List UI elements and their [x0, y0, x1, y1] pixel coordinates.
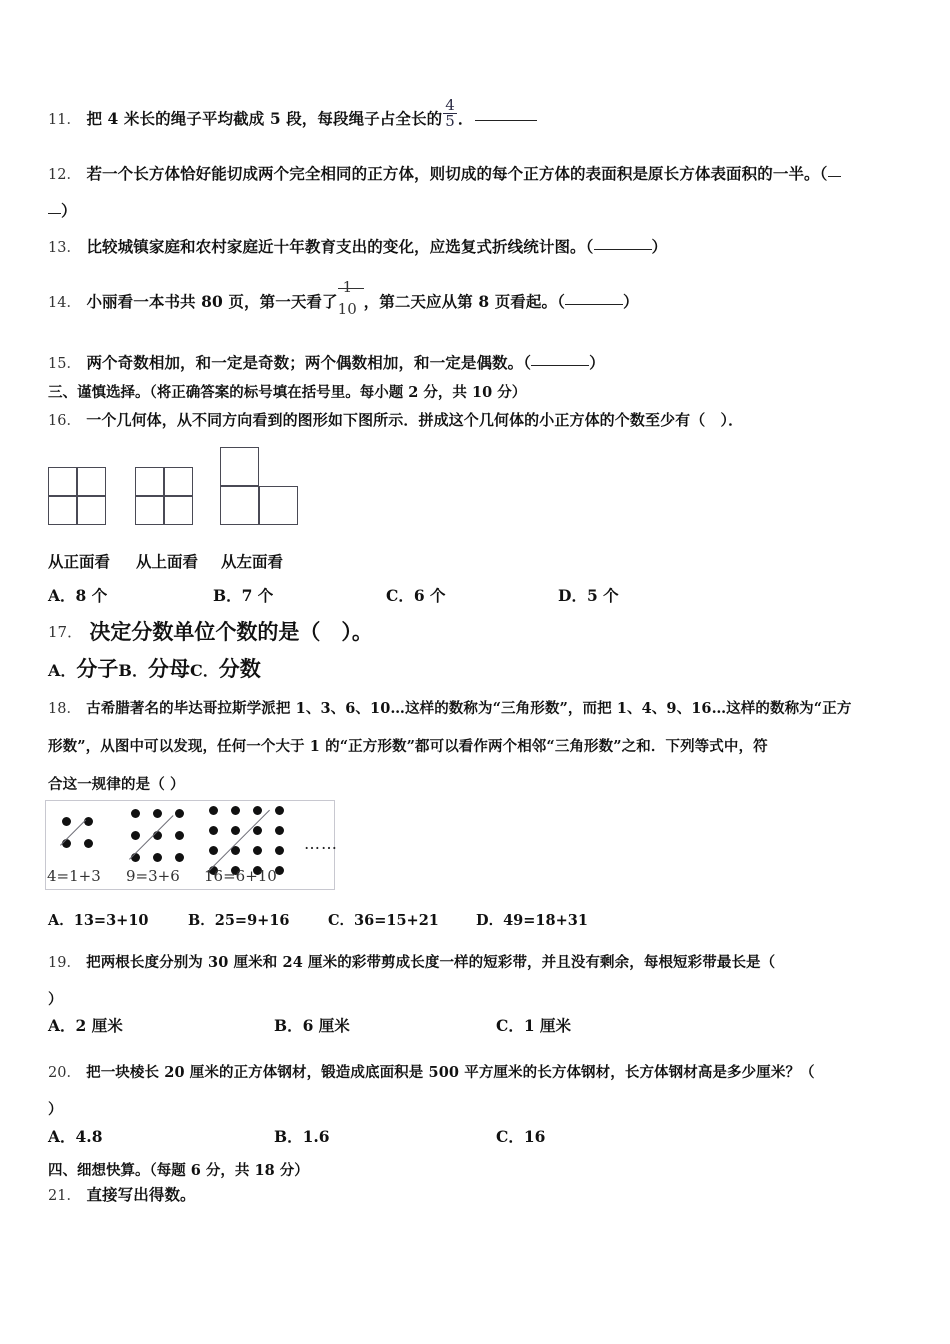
question-18-text-line1: 古希腊著名的毕达哥拉斯学派把 1、3、6、10…这样的数称为“三角形数”，而把 1、4、9、16…这样的数称为“正方 [86, 700, 852, 717]
dot [231, 826, 240, 835]
question-19-line1 [48, 944, 938, 982]
option-c[interactable] [190, 656, 261, 681]
question-11-text: 把 4 米长的绳子平均截成 5 段，每段绳子占全长的 [86, 109, 443, 128]
view-label-front: 从正面看 [48, 552, 111, 571]
option-a[interactable] [48, 656, 118, 681]
dot [175, 853, 184, 862]
option-c[interactable]: C．16 [496, 1127, 546, 1146]
question-14-number: 14． [48, 295, 81, 311]
option-a[interactable]: A．8 个 [48, 586, 108, 605]
front-view-figure [48, 467, 106, 525]
option-b[interactable]: B．6 厘米 [274, 1016, 350, 1035]
grid-cell [77, 496, 106, 525]
dot [253, 806, 262, 815]
dot [62, 817, 71, 826]
option-c-text: 分数 [218, 656, 261, 681]
grid-cell [48, 467, 77, 496]
question-16-number: 16． [48, 413, 81, 429]
option-a-letter: A． [48, 661, 77, 680]
question-16-text: 一个几何体，从不同方向看到的图形如下图所示．拼成这个几何体的小正方体的个数至少有（ ）． [86, 411, 744, 429]
question-20-options [48, 1125, 545, 1147]
diagonal-line [207, 810, 270, 873]
grid-cell [77, 467, 106, 496]
question-18-options [48, 909, 588, 930]
option-a[interactable]: A．4.8 [48, 1127, 103, 1146]
grid-cell [220, 486, 259, 525]
option-a[interactable]: A．2 厘米 [48, 1016, 123, 1035]
question-18-text-line2: 形数”，从图中可以发现，任何一个大于 1 的“正方形数”都可以看作两个相邻“三角形数”之和．下列等式中，符 [48, 738, 768, 755]
question-16-figures [0, 0, 950, 600]
question-12-line2: ） [61, 201, 77, 220]
view-label-left: 从左面看 [221, 552, 284, 571]
option-d[interactable]: D．5 个 [558, 586, 619, 605]
question-17-options [48, 653, 261, 683]
question-17 [48, 617, 373, 647]
grid-cell [135, 467, 164, 496]
grid-cell [48, 496, 77, 525]
option-b[interactable] [118, 656, 190, 681]
question-13-text: 比较城镇家庭和农村家庭近十年教育支出的变化，应选复式折线统计图。（ [86, 237, 594, 256]
option-c[interactable]: C．1 厘米 [496, 1016, 572, 1035]
dot [253, 846, 262, 855]
question-18-line2 [48, 728, 938, 766]
option-c-letter: C． [189, 661, 219, 680]
question-20-line2: ） [48, 1101, 63, 1118]
dots-label-16: 16=6+10 [204, 867, 277, 885]
question-14-text-end: ） [622, 292, 639, 311]
question-18-line3 [48, 766, 938, 804]
question-19-text-line1: 把两根长度分别为 30 厘米和 24 厘米的彩带剪成长度一样的短彩带，并且没有剩余，每根短彩带最长是（ [86, 954, 776, 971]
fraction-denominator: 5 [445, 112, 455, 131]
dot [275, 806, 284, 815]
question-14-text-after: ，第二天应从第 8 页看起。（ [363, 292, 565, 311]
fraction-denominator: 10 [337, 299, 357, 318]
dot [275, 826, 284, 835]
question-17-number: 17． [48, 623, 83, 641]
question-18-line1 [48, 690, 938, 728]
option-a-text: 分子 [76, 656, 119, 681]
section-4-heading: 四、细想快算。（每题 6 分，共 18 分） [48, 1162, 309, 1179]
section-3-heading: 三、谨慎选择。（将正确答案的标号填在括号里。每小题 2 分，共 10 分） [48, 384, 527, 401]
question-15-text: 两个奇数相加，和一定是奇数；两个偶数相加，和一定是偶数。（ [86, 353, 532, 372]
question-21-number: 21． [48, 1188, 81, 1204]
question-20-number: 20． [48, 1065, 81, 1081]
question-18-text-line3: 合这一规律的是（ ） [48, 776, 185, 793]
top-view-figure [135, 467, 193, 525]
figure-ellipsis: …… [304, 834, 338, 853]
question-19-number: 19． [48, 955, 81, 971]
question-12-number: 12． [48, 167, 81, 183]
question-11-text-after: ． [457, 109, 474, 128]
grid-cell [164, 467, 193, 496]
option-b[interactable]: B．7 个 [213, 586, 274, 605]
question-13-number: 13． [48, 240, 81, 256]
option-a[interactable]: A．13=3+10 [48, 912, 149, 929]
question-20-text-line1: 把一块棱长 20 厘米的正方体钢材，锻造成底面积是 500 平方厘米的长方体钢材，长方体钢材高是多少厘米？（ [86, 1064, 815, 1081]
question-21 [48, 1182, 196, 1209]
option-b[interactable]: B．1.6 [274, 1127, 330, 1146]
grid-cell [135, 496, 164, 525]
option-d[interactable]: D．49=18+31 [476, 912, 588, 929]
question-18-number: 18． [48, 701, 81, 717]
dots-2x2-group [62, 817, 102, 857]
option-b-text: 分母 [147, 656, 190, 681]
dots-label-4: 4=1+3 [47, 867, 101, 885]
dot [209, 806, 218, 815]
dot [84, 817, 93, 826]
grid-cell [259, 486, 298, 525]
dot [153, 853, 162, 862]
dots-label-9: 9=3+6 [126, 867, 180, 885]
question-16-view-labels [48, 550, 283, 572]
grid-cell [220, 447, 259, 486]
option-c[interactable]: C．6 个 [386, 586, 446, 605]
option-b-letter: B． [118, 661, 148, 680]
question-19-line2: ） [48, 991, 63, 1008]
question-13-text-end: ） [651, 237, 668, 256]
question-15-text-end: ） [589, 353, 605, 372]
question-14-text: 小丽看一本书共 80 页，第一天看了 [86, 292, 338, 311]
dot [131, 831, 140, 840]
dot [253, 826, 262, 835]
dot [175, 831, 184, 840]
question-16-options [48, 584, 619, 606]
fraction-numerator: 4 [445, 95, 455, 114]
dot [231, 806, 240, 815]
dot [209, 846, 218, 855]
dot [84, 839, 93, 848]
question-18-figure [45, 800, 338, 890]
question-12-line1: 若一个长方体恰好能切成两个完全相同的正方体，则切成的每个正方体的表面积是原长方体表面积的一半。（ [86, 164, 828, 183]
option-c[interactable]: C．36=15+21 [328, 912, 439, 929]
dot [131, 809, 140, 818]
question-20-line1 [48, 1054, 948, 1092]
dot [175, 809, 184, 818]
dot [153, 809, 162, 818]
question-11-number: 11． [48, 112, 81, 128]
dot [275, 846, 284, 855]
question-19-options [48, 1014, 571, 1036]
view-label-top: 从上面看 [136, 552, 199, 571]
left-view-figure [220, 447, 298, 525]
question-21-text: 直接写出得数。 [86, 1185, 196, 1204]
option-b[interactable]: B．25=9+16 [188, 912, 290, 929]
fraction-numerator: 1 [342, 277, 353, 296]
dots-3x3-group [131, 809, 193, 871]
dot [209, 826, 218, 835]
grid-cell [164, 496, 193, 525]
question-15-number: 15． [48, 356, 81, 372]
question-17-text: 决定分数单位个数的是（ ）。 [89, 619, 373, 644]
